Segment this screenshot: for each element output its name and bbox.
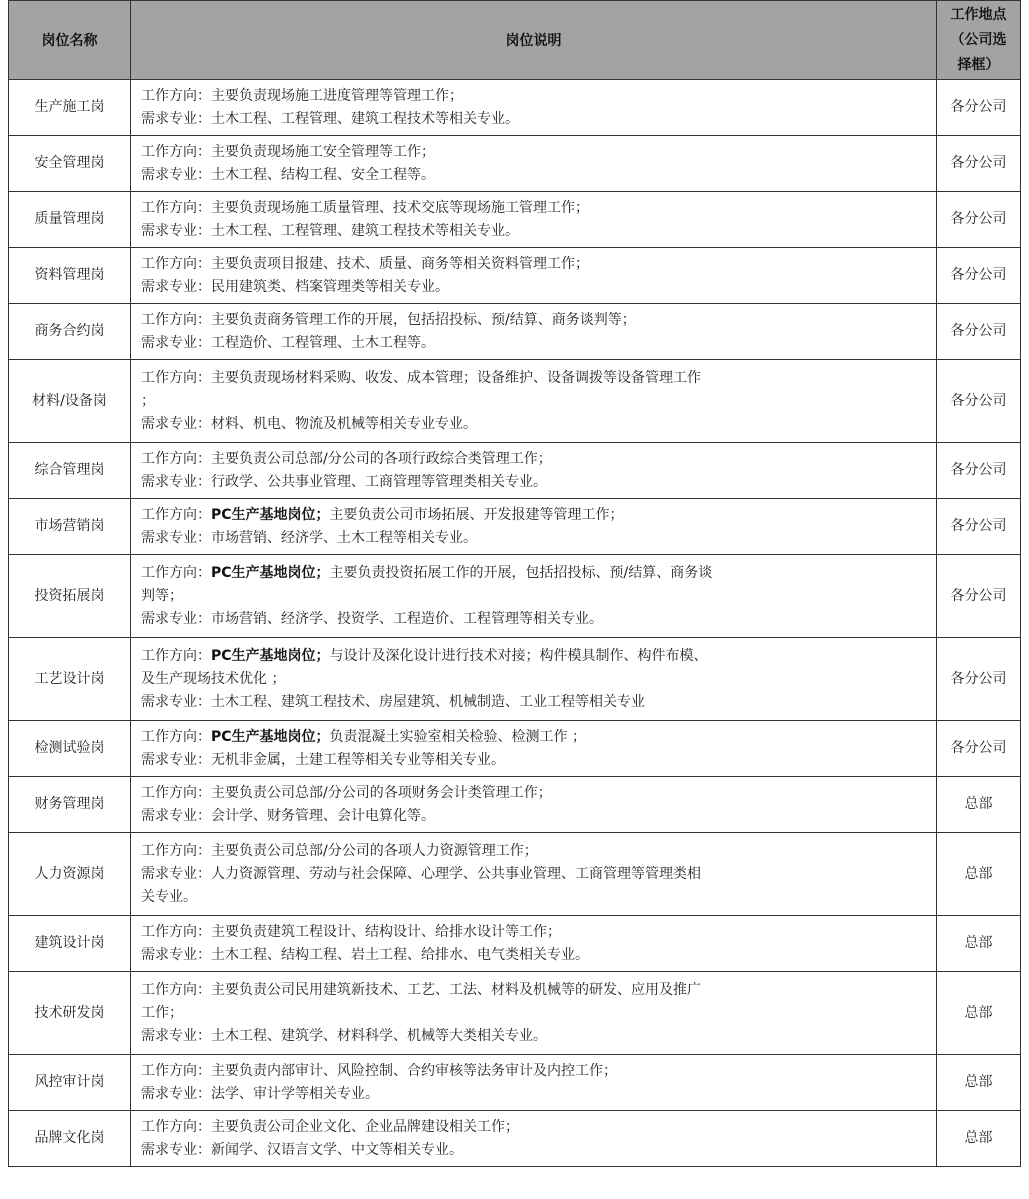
required-major-line: 需求专业：土木工程、结构工程、安全工程等。: [141, 166, 435, 183]
position-name: 质量管理岗: [9, 192, 131, 248]
table-body: [9, 80, 1021, 1167]
table-row: [9, 1111, 1021, 1167]
work-location: 各分公司: [937, 136, 1021, 192]
required-major-line: 需求专业：土木工程、工程管理、建筑工程技术等相关专业。: [141, 110, 519, 127]
work-location: 各分公司: [937, 555, 1021, 638]
position-name: 安全管理岗: [9, 136, 131, 192]
required-major-line: 需求专业：工程造价、工程管理、土木工程等。: [141, 334, 435, 351]
work-direction-line: 工作方向：主要负责公司总部/分公司的各项人力资源管理工作；: [141, 842, 538, 859]
position-name: 品牌文化岗: [9, 1111, 131, 1167]
position-description: [131, 499, 937, 555]
table-row: [9, 443, 1021, 499]
position-description: [131, 248, 937, 304]
table-row: [9, 360, 1021, 443]
work-location: 总部: [937, 777, 1021, 833]
required-major-line: 需求专业：材料、机电、物流及机械等相关专业专业。: [141, 415, 477, 432]
table-row: [9, 192, 1021, 248]
work-location: 各分公司: [937, 499, 1021, 555]
header-position-name: 岗位名称: [9, 1, 131, 80]
work-direction-text: 负责混凝土实验室相关检验、检测工作 ；: [329, 728, 586, 745]
table-row: [9, 499, 1021, 555]
table-row: [9, 721, 1021, 777]
table-row: [9, 916, 1021, 972]
work-direction-line: 工作方向：主要负责现场材料采购、收发、成本管理；设备维护、设备调拨等设备管理工作: [141, 369, 701, 386]
position-description: [131, 1111, 937, 1167]
position-name: 风控审计岗: [9, 1055, 131, 1111]
required-major-line: 需求专业：市场营销、经济学、土木工程等相关专业。: [141, 529, 477, 546]
work-direction-line: [141, 645, 928, 668]
work-location: 各分公司: [937, 248, 1021, 304]
position-description: [131, 555, 937, 638]
work-location: 总部: [937, 1111, 1021, 1167]
header-position-description: 岗位说明: [131, 1, 937, 80]
table-row: [9, 638, 1021, 721]
table-row: [9, 555, 1021, 638]
job-positions-table: [8, 0, 1021, 1167]
required-major-line: 需求专业：土木工程、结构工程、岩土工程、给排水、电气类相关专业。: [141, 946, 589, 963]
table-row: [9, 248, 1021, 304]
work-direction-line: 工作方向：主要负责商务管理工作的开展，包括招投标、预/结算、商务谈判等；: [141, 311, 636, 328]
work-direction-line: 工作方向：主要负责现场施工进度管理等管理工作；: [141, 87, 463, 104]
header-work-location: [937, 1, 1021, 80]
position-description: [131, 192, 937, 248]
work-direction-text: 主要负责投资拓展工作的开展，包括招投标、预/结算、商务谈: [329, 564, 713, 581]
work-location: 各分公司: [937, 360, 1021, 443]
table-row: [9, 833, 1021, 916]
table-row: [9, 304, 1021, 360]
header-row: [9, 1, 1021, 80]
position-name: 财务管理岗: [9, 777, 131, 833]
required-major-line: 需求专业：无机非金属，土建工程等相关专业等相关专业。: [141, 751, 505, 768]
position-description: [131, 80, 937, 136]
position-name: 资料管理岗: [9, 248, 131, 304]
work-location: 各分公司: [937, 721, 1021, 777]
work-direction-prefix: 工作方向：: [141, 564, 211, 581]
required-major-line: 需求专业：市场营销、经济学、投资学、工程造价、工程管理等相关专业。: [141, 610, 603, 627]
position-name: 检测试验岗: [9, 721, 131, 777]
position-name: 投资拓展岗: [9, 555, 131, 638]
work-location: 总部: [937, 1055, 1021, 1111]
table-row: [9, 80, 1021, 136]
position-description: [131, 304, 937, 360]
required-major-line: 需求专业：人力资源管理、劳动与社会保障、心理学、公共事业管理、工商管理等管理类相: [141, 865, 701, 882]
pc-base-highlight: PC生产基地岗位；: [211, 506, 330, 523]
position-description: [131, 721, 937, 777]
work-direction-line: 工作方向：主要负责现场施工质量管理、技术交底等现场施工管理工作；: [141, 199, 589, 216]
work-location: 各分公司: [937, 304, 1021, 360]
table-row: [9, 777, 1021, 833]
work-direction-line: 工作方向：主要负责公司总部/分公司的各项行政综合类管理工作；: [141, 450, 552, 467]
work-location: 总部: [937, 972, 1021, 1055]
work-location: 各分公司: [937, 192, 1021, 248]
position-name: 市场营销岗: [9, 499, 131, 555]
required-major-line: 需求专业：土木工程、建筑学、材料科学、机械等大类相关专业。: [141, 1027, 547, 1044]
position-description: [131, 443, 937, 499]
work-direction-line: 工作方向：主要负责项目报建、技术、质量、商务等相关资料管理工作；: [141, 255, 589, 272]
pc-base-highlight: PC生产基地岗位；: [211, 728, 330, 745]
work-direction-line: 工作方向：主要负责内部审计、风险控制、合约审核等法务审计及内控工作；: [141, 1062, 617, 1079]
required-major-line: 需求专业：会计学、财务管理、会计电算化等。: [141, 807, 435, 824]
required-major-line-cont: 关专业。: [141, 888, 197, 905]
header-loc-line-2: （公司选: [950, 31, 1007, 48]
required-major-line: 需求专业：民用建筑类、档案管理类等相关专业。: [141, 278, 449, 295]
work-direction-text: 主要负责公司市场拓展、开发报建等管理工作；: [329, 506, 624, 523]
work-location: 总部: [937, 916, 1021, 972]
table-row: [9, 1055, 1021, 1111]
header-loc-line-1: 工作地点: [950, 6, 1007, 23]
header-loc-line-3: 择框）: [957, 56, 1000, 73]
position-description: [131, 638, 937, 721]
pc-base-highlight: PC生产基地岗位；: [211, 564, 330, 581]
position-description: [131, 136, 937, 192]
work-direction-line: [141, 726, 928, 749]
position-name: 建筑设计岗: [9, 916, 131, 972]
position-description: [131, 1055, 937, 1111]
work-direction-line: 工作方向：主要负责公司民用建筑新技术、工艺、工法、材料及机械等的研发、应用及推广: [141, 981, 701, 998]
work-direction-line: 工作方向：主要负责公司企业文化、企业品牌建设相关工作；: [141, 1118, 519, 1135]
work-direction-line: 工作方向：主要负责建筑工程设计、结构设计、给排水设计等工作；: [141, 923, 561, 940]
work-direction-line-cont: ；: [141, 392, 155, 409]
required-major-line: 需求专业：新闻学、汉语言文学、中文等相关专业。: [141, 1141, 463, 1158]
required-major-line: 需求专业：土木工程、建筑工程技术、房屋建筑、机械制造、工业工程等相关专业: [141, 693, 645, 710]
position-description: [131, 972, 937, 1055]
position-name: 人力资源岗: [9, 833, 131, 916]
position-description: [131, 916, 937, 972]
table-row: [9, 972, 1021, 1055]
position-name: 生产施工岗: [9, 80, 131, 136]
work-location: 各分公司: [937, 443, 1021, 499]
required-major-line: 需求专业：行政学、公共事业管理、工商管理等管理类相关专业。: [141, 473, 547, 490]
position-name: 商务合约岗: [9, 304, 131, 360]
work-direction-line-cont: 及生产现场技术优化 ；: [141, 670, 286, 687]
table-row: [9, 136, 1021, 192]
position-name: 材料/设备岗: [9, 360, 131, 443]
position-description: [131, 360, 937, 443]
position-name: 工艺设计岗: [9, 638, 131, 721]
work-location: 各分公司: [937, 638, 1021, 721]
work-direction-line: [141, 504, 928, 527]
work-direction-line: [141, 562, 928, 585]
work-location: 总部: [937, 833, 1021, 916]
position-description: [131, 777, 937, 833]
pc-base-highlight: PC生产基地岗位；: [211, 647, 330, 664]
work-direction-line: 工作方向：主要负责现场施工安全管理等工作；: [141, 143, 435, 160]
position-name: 技术研发岗: [9, 972, 131, 1055]
work-direction-line-cont: 判等；: [141, 587, 183, 604]
work-direction-line: 工作方向：主要负责公司总部/分公司的各项财务会计类管理工作；: [141, 784, 552, 801]
work-direction-prefix: 工作方向：: [141, 506, 211, 523]
work-direction-prefix: 工作方向：: [141, 647, 211, 664]
work-direction-text: 与设计及深化设计进行技术对接；构件模具制作、构件布模、: [329, 647, 708, 664]
required-major-line: 需求专业：法学、审计学等相关专业。: [141, 1085, 379, 1102]
work-direction-line-cont: 工作；: [141, 1004, 183, 1021]
position-name: 综合管理岗: [9, 443, 131, 499]
position-description: [131, 833, 937, 916]
work-location: 各分公司: [937, 80, 1021, 136]
work-direction-prefix: 工作方向：: [141, 728, 211, 745]
required-major-line: 需求专业：土木工程、工程管理、建筑工程技术等相关专业。: [141, 222, 519, 239]
